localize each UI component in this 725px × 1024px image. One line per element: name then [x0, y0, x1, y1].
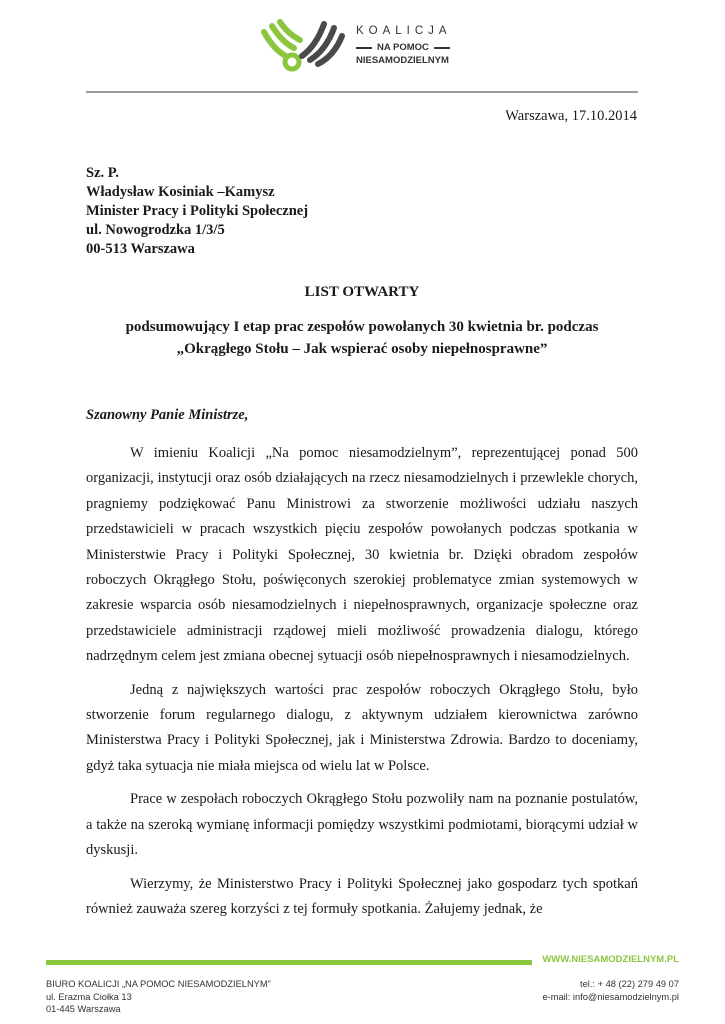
- letter-body: [86, 441, 638, 930]
- salutation: Szanowny Panie Ministrze,: [86, 407, 249, 423]
- logo-dash-right: [434, 47, 450, 49]
- body-paragraph: Jedną z największych wartości prac zespołów roboczych Okrągłego Stołu, było stworzenie forum regularnego dialogu, z aktywnym udziałem kierownictwa zarówno Ministerstwa Pracy i Polityki Społecznej, jak i Ministerstwa Zdrowia. Bardzo to doceniamy, gdyż taka sytuacja nie miała miejsca od wielu lat w Polsce.: [86, 681, 638, 774]
- addressee-line: Sz. P.: [86, 165, 119, 181]
- footer-contact: [542, 978, 679, 1003]
- logo-line-niesamodzielnym: NIESAMODZIELNYM: [356, 55, 449, 66]
- header-divider: [86, 91, 638, 93]
- footer-phone: tel.: + 48 (22) 279 49 07: [580, 979, 679, 989]
- addressee-block: [86, 164, 308, 259]
- footer-office-address: [46, 978, 271, 1016]
- addressee-line: ul. Nowogrodzka 1/3/5: [86, 222, 225, 238]
- letter-subtitle: [86, 316, 638, 360]
- footer-email[interactable]: e-mail: info@niesamodzielnym.pl: [542, 991, 679, 1002]
- coalition-logo: [258, 16, 470, 72]
- body-paragraph: Wierzymy, że Ministerstwo Pracy i Polityki Społecznej jako gospodarz tych spotkań również zauważa szereg korzyści z tej formuły spotkania. Żałujemy jednak, że: [86, 875, 638, 917]
- footer-accent-bar: [46, 960, 532, 965]
- subtitle-line: „Okrągłego Stołu – Jak wspierać osoby niepełnosprawne”: [176, 341, 548, 357]
- logo-wordmark: [356, 24, 452, 67]
- logo-dash-left: [356, 47, 372, 49]
- subtitle-line: podsumowujący I etap prac zespołów powołanych 30 kwietnia br. podczas: [125, 319, 599, 335]
- logo-line-na-pomoc: [356, 41, 452, 55]
- logo-line-na-pomoc-text: NA POMOC: [377, 42, 429, 53]
- body-paragraph: W imieniu Koalicji „Na pomoc niesamodzielnym”, reprezentującej ponad 500 organizacji, instytucji oraz osób działających na rzecz niesamodzielnych i przewlekle chorych, pragniemy podziękować Panu Ministrowi za stworzenie możliwości udziału naszych przedstawicieli w pracach wszystkich pięciu zespołów powołanych podczas spotkania w Ministerstwie Pracy i Polityki Społecznej, 30 kwietnia br. Dzięki obradom zespołów roboczych Okrągłego Stołu, poświęconych szerokiej problematyce zmian systemowych w zakresie wsparcia osób niesamodzielnych i niepełnosprawnych, organizacje społeczne oraz przedstawiciele administracji rządowej mieli możliwość prowadzenia dialogu, którego nadrzędnym celem jest zmiana obecnej sytuacji osób niepełnosprawnych i niesamodzielnych.: [86, 445, 638, 665]
- logo-line-koalicja: KOALICJA: [356, 25, 452, 37]
- addressee-line: 00-513 Warszawa: [86, 241, 195, 257]
- hands-logo-icon: [258, 16, 350, 72]
- addressee-line: Władysław Kosiniak –Kamysz: [86, 184, 275, 200]
- footer-website-link[interactable]: WWW.NIESAMODZIELNYM.PL: [542, 954, 679, 965]
- footer-office-line: ul. Erazma Ciołka 13: [46, 991, 132, 1002]
- letter-title: LIST OTWARTY: [304, 284, 420, 300]
- addressee-line: Minister Pracy i Polityki Społecznej: [86, 203, 309, 219]
- footer-office-line: 01-445 Warszawa: [46, 1004, 121, 1014]
- letter-date: Warszawa, 17.10.2014: [505, 108, 637, 124]
- body-paragraph: Prace w zespołach roboczych Okrągłego Stołu pozwoliły nam na poznanie postulatów, a także na szeroką wymianę informacji pomiędzy wszystkimi podmiotami, biorącymi udział w dyskusji.: [86, 791, 638, 859]
- footer-office-line: BIURO KOALICJI „NA POMOC NIESAMODZIELNYM”: [46, 979, 271, 989]
